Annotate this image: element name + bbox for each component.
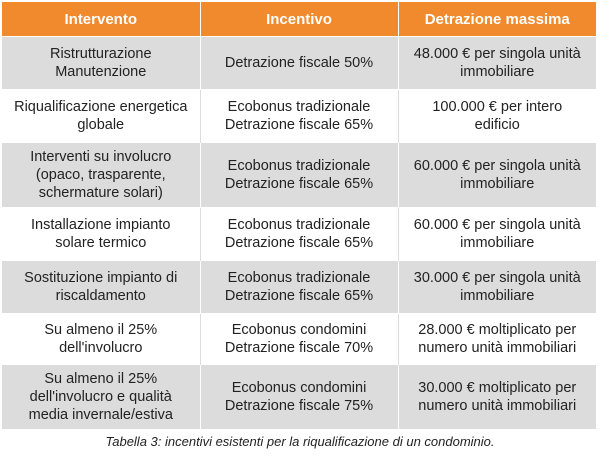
cell-line: Detrazione fiscale 70%: [224, 340, 374, 356]
cell-incentivo: [200, 37, 398, 90]
cell-line: Su almeno il 25%: [44, 371, 158, 387]
cell-detrazione: [398, 208, 596, 261]
cell-line: Interventi su involucro: [30, 149, 172, 165]
table-row: [2, 37, 596, 90]
incentives-table: [2, 2, 596, 429]
cell-intervento: [2, 365, 200, 430]
table-header: [2, 2, 596, 37]
table-row: [2, 365, 596, 430]
cell-line: edificio: [474, 117, 520, 133]
cell-line: Ecobonus tradizionale: [227, 217, 371, 233]
cell-intervento: [2, 90, 200, 143]
cell-line: 48.000 € per singola unità: [413, 46, 581, 62]
cell-line: riscaldamento: [55, 288, 146, 304]
table-row: [2, 143, 596, 208]
cell-detrazione: [398, 37, 596, 90]
cell-line: 100.000 € per intero: [432, 99, 563, 115]
cell-line: numero unità immobiliari: [418, 340, 577, 356]
cell-line: Detrazione fiscale 65%: [224, 235, 374, 251]
cell-detrazione: [398, 365, 596, 430]
table-caption: Tabella 3: incentivi esistenti per la riqualificazione di un condominio.: [105, 434, 495, 449]
cell-line: Ecobonus condomini: [231, 322, 367, 338]
cell-line: Riqualificazione energetica: [14, 99, 188, 115]
table-row: [2, 90, 596, 143]
cell-line: immobiliare: [460, 64, 535, 80]
header-row: [2, 2, 596, 37]
cell-line: media invernale/estiva: [28, 407, 173, 423]
cell-line: Ecobonus tradizionale: [227, 99, 371, 115]
cell-intervento: [2, 208, 200, 261]
cell-line: Ecobonus tradizionale: [227, 270, 371, 286]
cell-line: 30.000 € moltiplicato per: [418, 380, 577, 396]
cell-line: numero unità immobiliari: [418, 398, 577, 414]
cell-incentivo: [200, 365, 398, 430]
cell-line: Detrazione fiscale 65%: [224, 176, 374, 192]
cell-line: 60.000 € per singola unità: [413, 217, 581, 233]
cell-line: dell'involucro: [59, 340, 143, 356]
cell-intervento: [2, 261, 200, 314]
cell-line: globale: [77, 117, 125, 133]
cell-line: Installazione impianto: [31, 217, 171, 233]
cell-line: solare termico: [55, 235, 147, 251]
header-incentivo: Incentivo: [200, 2, 398, 37]
table-body: [2, 37, 596, 430]
table-row: [2, 261, 596, 314]
cell-detrazione: [398, 314, 596, 365]
incentives-table-container: [2, 2, 596, 429]
table-row: [2, 208, 596, 261]
cell-line: (opaco, trasparente,: [35, 167, 166, 183]
header-detrazione-massima: Detrazione massima: [398, 2, 596, 37]
cell-line: Manutenzione: [55, 64, 147, 80]
cell-intervento: [2, 314, 200, 365]
cell-incentivo: [200, 90, 398, 143]
cell-incentivo: [200, 208, 398, 261]
cell-line: Ecobonus condomini: [231, 380, 367, 396]
header-intervento: Intervento: [2, 2, 200, 37]
cell-detrazione: [398, 143, 596, 208]
cell-line: immobiliare: [460, 235, 535, 251]
cell-intervento: [2, 143, 200, 208]
cell-detrazione: [398, 90, 596, 143]
cell-line: Detrazione fiscale 65%: [224, 288, 374, 304]
cell-line: Sostituzione impianto di: [24, 270, 178, 286]
cell-line: 28.000 € moltiplicato per: [418, 322, 577, 338]
cell-line: immobiliare: [460, 288, 535, 304]
cell-line: Su almeno il 25%: [44, 322, 158, 338]
cell-incentivo: [200, 314, 398, 365]
cell-line: Detrazione fiscale 75%: [224, 398, 374, 414]
cell-line: immobiliare: [460, 176, 535, 192]
cell-line: Ristrutturazione: [49, 46, 152, 62]
cell-line: 30.000 € per singola unità: [413, 270, 581, 286]
cell-line: Detrazione fiscale 65%: [224, 117, 374, 133]
cell-line: Ecobonus tradizionale: [227, 158, 371, 174]
cell-incentivo: [200, 261, 398, 314]
cell-incentivo: [200, 143, 398, 208]
cell-line: schermature solari): [38, 185, 163, 201]
cell-line: Detrazione fiscale 50%: [224, 55, 374, 71]
cell-line: dell'involucro e qualità: [29, 389, 172, 405]
table-row: [2, 314, 596, 365]
cell-intervento: [2, 37, 200, 90]
cell-detrazione: [398, 261, 596, 314]
cell-line: 60.000 € per singola unità: [413, 158, 581, 174]
